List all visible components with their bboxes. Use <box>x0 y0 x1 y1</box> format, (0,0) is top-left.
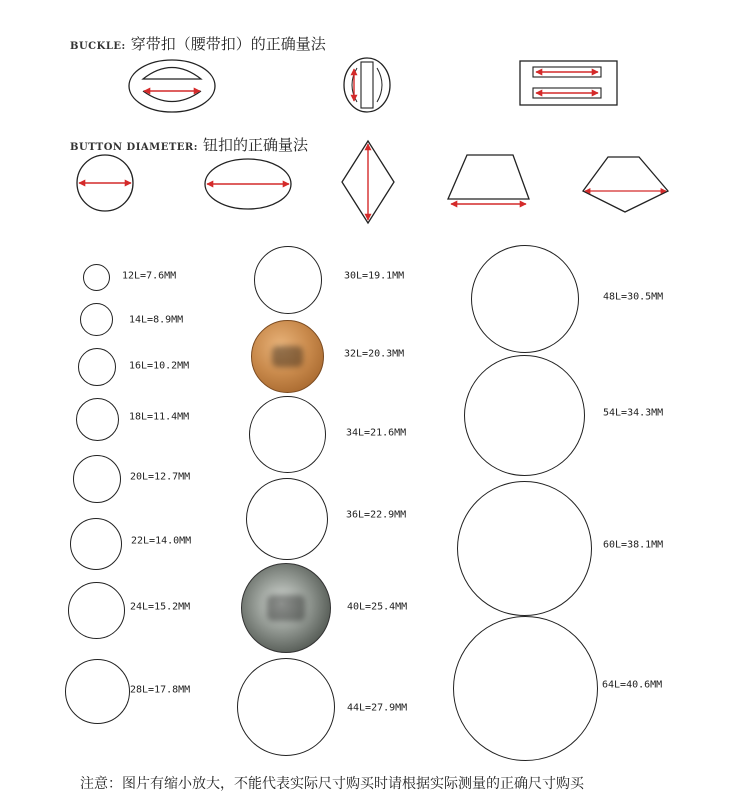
size-label-60l: 60L=38.1MM <box>603 539 664 551</box>
size-label-34l: 34L=21.6MM <box>346 427 407 439</box>
size-label-14l: 14L=8.9MM <box>129 314 184 326</box>
silver-coin-sample-40l <box>241 563 331 653</box>
size-circle-30l <box>254 246 322 314</box>
size-circle-16l <box>78 348 116 386</box>
size-label-24l: 24L=15.2MM <box>130 601 191 613</box>
size-circle-64l <box>453 616 598 761</box>
size-circle-44l <box>237 658 335 756</box>
size-circle-60l <box>457 481 592 616</box>
size-label-18l: 18L=11.4MM <box>129 411 190 423</box>
size-label-30l: 30L=19.1MM <box>344 270 405 282</box>
pentagon-button-diagram <box>583 157 668 212</box>
size-label-22l: 22L=14.0MM <box>131 535 192 547</box>
size-label-36l: 36L=22.9MM <box>346 509 407 521</box>
size-circle-34l <box>249 396 326 473</box>
oval-buckle-diagram <box>129 60 215 112</box>
disclaimer-note: 注意：图片有缩小放大，不能代表实际尺寸购买时请根据实际测量的正确尺寸购买 <box>80 776 584 792</box>
size-circle-54l <box>464 355 585 476</box>
size-label-54l: 54L=34.3MM <box>603 407 664 419</box>
size-circle-28l <box>65 659 130 724</box>
round-buckle-diagram <box>344 58 390 112</box>
buckle-heading-en: BUCKLE: <box>70 41 126 52</box>
size-label-12l: 12L=7.6MM <box>122 270 177 282</box>
coin-emblem <box>272 346 303 367</box>
size-circle-22l <box>70 518 122 570</box>
size-label-40l: 40L=25.4MM <box>347 601 408 613</box>
diamond-button-diagram <box>342 141 394 223</box>
size-circle-18l <box>76 398 119 441</box>
measurement-diagrams <box>0 0 750 240</box>
size-circle-20l <box>73 455 121 503</box>
size-label-48l: 48L=30.5MM <box>603 291 664 303</box>
size-label-64l: 64L=40.6MM <box>602 679 663 691</box>
size-label-16l: 16L=10.2MM <box>129 360 190 372</box>
coin-emblem <box>267 595 306 621</box>
size-label-20l: 20L=12.7MM <box>130 471 191 483</box>
button-diameter-heading-zh: 钮扣的正确量法 <box>203 136 309 154</box>
oval-button-diagram <box>205 159 291 209</box>
size-circle-24l <box>68 582 125 639</box>
size-label-32l: 32L=20.3MM <box>344 348 405 360</box>
size-circle-48l <box>471 245 579 353</box>
button-diameter-heading-en: BUTTON DIAMETER: <box>70 142 198 153</box>
trapezoid-button-diagram <box>448 155 529 204</box>
size-circle-14l <box>80 303 113 336</box>
size-label-28l: 28L=17.8MM <box>130 684 191 696</box>
rectangle-buckle-diagram <box>520 61 617 105</box>
round-button-diagram <box>77 155 133 211</box>
gold-coin-sample-32l <box>251 320 324 393</box>
size-label-44l: 44L=27.9MM <box>347 702 408 714</box>
size-circle-36l <box>246 478 328 560</box>
size-circle-12l <box>83 264 110 291</box>
buckle-heading-zh: 穿带扣（腰带扣）的正确量法 <box>130 35 326 53</box>
